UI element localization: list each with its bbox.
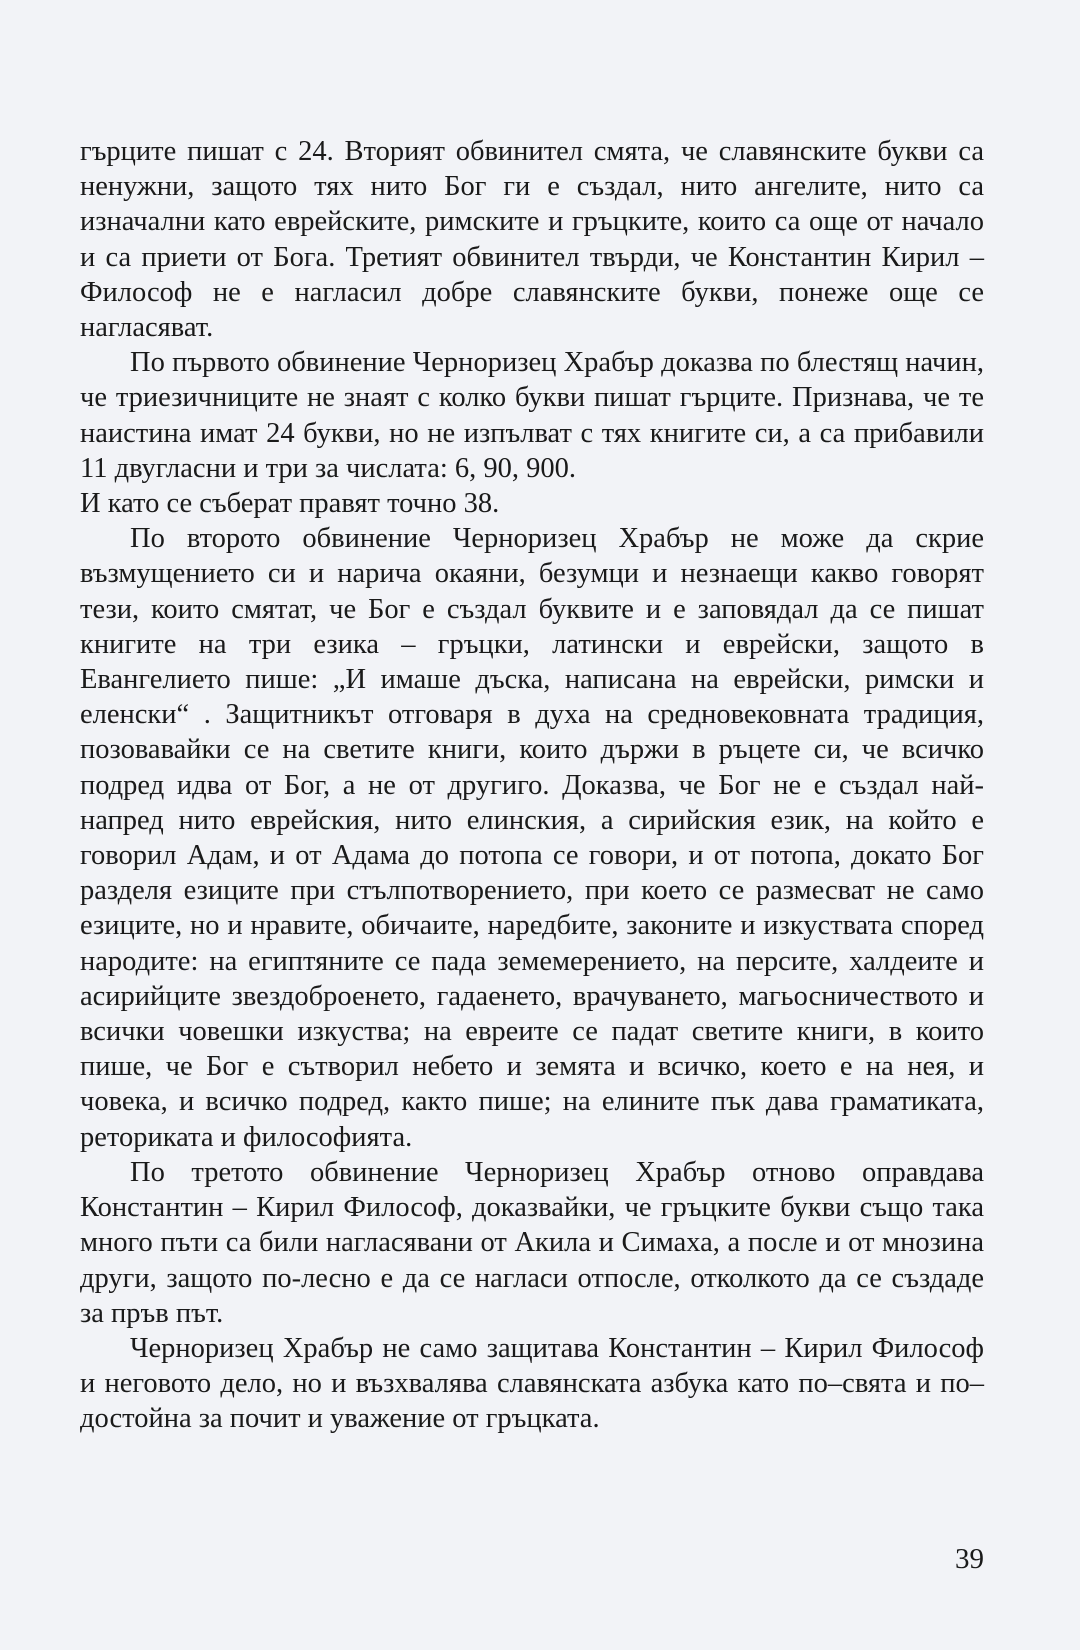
paragraph-third-accusation: По третото обвинение Черноризец Храбър отново оправдава Константин – Кирил Философ, доказвайки, че гръцките букви също така много пъти са били нагласявани от Акила и Симаха, а после и от мнозина други, защото по-лесно е да се нагласи отпосле, отколкото да се създаде за пръв път.	[80, 1156, 984, 1329]
paragraph-second-accusation: По второто обвинение Черноризец Храбър не може да скрие възмущението си и нарича окаяни, безумци и незнаещи какво говорят тези, които смятат, че Бог е създал буквите и е заповядал да се пишат книгите на три езика – гръцки, латински и еврейски, защото в Евангелието пише: „И имаше дъска, написана на еврейски, римски и еленски“ . Защитникът отговаря в духа на средновековната традиция, позовавайки се на светите книги, които държи в ръцете си, че всичко подред идва от Бог, а не от другиго. Доказва, че Бог не е създал най-напред нито еврейския, нито елинския, а сирийския език, на който е говорил Адам, и от Адама до потопа се говори, и от потопа, докато Бог разделя езиците при стълпотворението, при което се размесват не само езиците, но и нравите, обичаите, наредбите, законите и изкуствата според народите: на египтяните се пада земемерението, на персите, халдеите и асирийците звездоброенето, гадаенето, врачуването, магьосничеството и всички човешки изкуства; на евреите се падат светите книги, в които пише, че Бог е сътворил небето и земята и всичко, което е на нея, и човека, и всичко подред, както пише; на елините пък дава граматиката, реториката и философията.	[80, 523, 984, 1153]
paragraph-first-accusation: По първото обвинение Черноризец Храбър доказва по блестящ начин, че триезичниците не знаят с колко букви пишат гърците. Признава, че те наистина имат 24 букви, но не изпълват с тях книгите си, а са прибавили 11 двугласни и три за числата: 6, 90, 900.	[80, 347, 984, 484]
paragraph-sum-line: И като се съберат правят точно 38.	[80, 488, 500, 520]
paragraph-conclusion: Черноризец Храбър не само защитава Константин – Кирил Философ и неговото дело, но и възхвалява славянската азбука като по–свята и по–достойна за почит и уважение от гръцката.	[80, 1332, 984, 1435]
paragraph-continuation: гърците пишат с 24. Вторият обвинител смята, че славянските букви са ненужни, защото тях нито Бог ги е създал, нито ангелите, нито са изначални като еврейските, римските и гръцките, които са още от начало и са приети от Бога. Третият обвинител твърди, че Константин Кирил – Философ не е нагласил добре славянските букви, понеже още се нагласяват.	[80, 136, 984, 344]
page-number: 39	[955, 1543, 984, 1575]
body-text	[80, 134, 984, 1437]
